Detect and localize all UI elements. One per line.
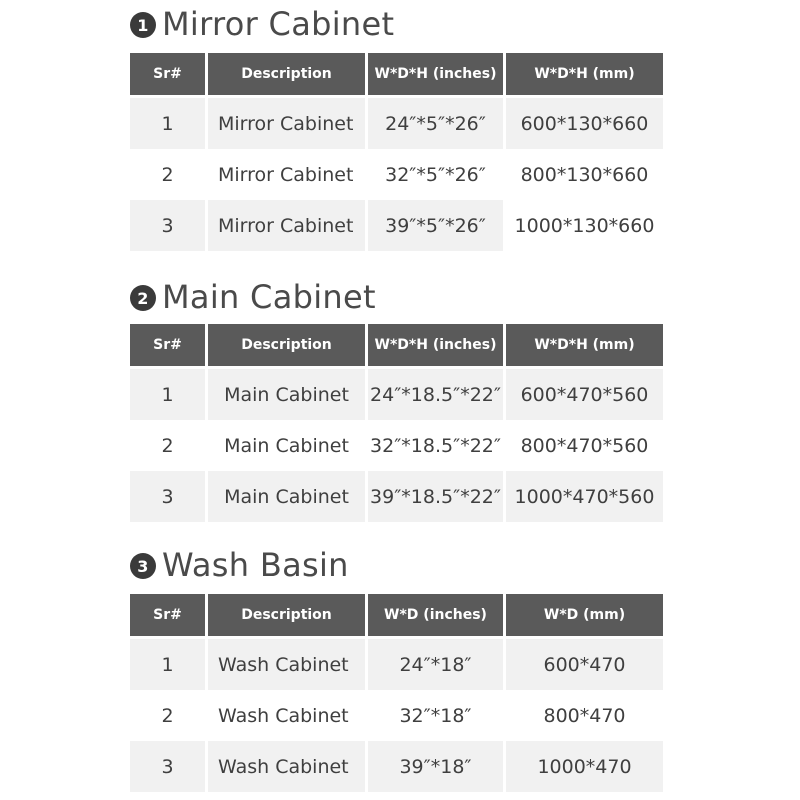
header-sr: Sr#	[130, 594, 205, 639]
table-row	[130, 420, 663, 471]
cell-sr: 1	[130, 639, 205, 690]
section-heading: Main Cabinet	[162, 278, 376, 316]
header-description: Description	[208, 53, 365, 98]
cell-description: Wash Cabinet	[208, 741, 365, 792]
main-cabinet-table	[127, 324, 666, 522]
table-row	[130, 149, 663, 200]
cell-inches: 32″*18″	[399, 704, 472, 727]
cell-inches: 39″*5″*26″	[368, 200, 503, 251]
cell-mm: 800*470	[543, 704, 626, 727]
cell-inches: 24″*18.5″*22″	[368, 369, 503, 420]
cell-description: Mirror Cabinet	[208, 98, 365, 149]
cell-mm: 600*470*560	[506, 369, 663, 420]
section-title-mirror-cabinet	[130, 4, 394, 44]
header-sr: Sr#	[130, 324, 205, 369]
header-dimensions-mm: W*D*H (mm)	[506, 53, 663, 98]
cell-inches: 32″*18.5″*22″	[370, 434, 501, 457]
cell-description: Main Cabinet	[208, 471, 365, 522]
cell-mm: 600*470	[506, 639, 663, 690]
section-heading: Wash Basin	[162, 546, 349, 584]
header-sr: Sr#	[130, 53, 205, 98]
cell-description: Main Cabinet	[224, 434, 349, 457]
cell-sr: 3	[130, 471, 205, 522]
cell-mm: 800*130*660	[520, 163, 649, 186]
table-row	[130, 741, 663, 792]
cell-inches: 24″*5″*26″	[368, 98, 503, 149]
table-header-row	[130, 324, 663, 369]
cell-sr: 3	[130, 741, 205, 792]
cell-description: Mirror Cabinet	[208, 200, 365, 251]
cell-sr: 3	[130, 200, 205, 251]
header-dimensions-mm: W*D (mm)	[506, 594, 663, 639]
cell-description: Mirror Cabinet	[218, 163, 354, 186]
cell-mm: 1000*130*660	[506, 200, 663, 251]
section-title-wash-basin	[130, 545, 349, 585]
table-row	[130, 690, 663, 741]
cell-sr: 1	[130, 98, 205, 149]
cell-description: Wash Cabinet	[218, 704, 349, 727]
section-heading: Mirror Cabinet	[162, 5, 395, 43]
table-row	[130, 200, 663, 251]
cell-inches: 32″*5″*26″	[385, 163, 486, 186]
cell-mm: 600*130*660	[506, 98, 663, 149]
number-badge: 2	[130, 285, 156, 311]
header-description: Description	[208, 594, 365, 639]
table-row	[130, 98, 663, 149]
cell-mm: 1000*470*560	[506, 471, 663, 522]
header-dimensions-inches: W*D*H (inches)	[368, 53, 503, 98]
cell-description: Main Cabinet	[208, 369, 365, 420]
cell-mm: 800*470*560	[520, 434, 649, 457]
header-dimensions-inches: W*D (inches)	[368, 594, 503, 639]
cell-sr: 2	[161, 704, 174, 727]
cell-inches: 24″*18″	[368, 639, 503, 690]
mirror-cabinet-table	[127, 53, 666, 251]
cell-description: Wash Cabinet	[208, 639, 365, 690]
number-badge: 1	[130, 12, 156, 38]
table-row	[130, 369, 663, 420]
cell-sr: 2	[161, 163, 174, 186]
cell-sr: 1	[130, 369, 205, 420]
cell-inches: 39″*18.5″*22″	[368, 471, 503, 522]
table-row	[130, 471, 663, 522]
header-dimensions-mm: W*D*H (mm)	[506, 324, 663, 369]
number-badge: 3	[130, 553, 156, 579]
header-description: Description	[208, 324, 365, 369]
wash-basin-table	[127, 594, 666, 792]
section-title-main-cabinet	[130, 277, 376, 317]
header-dimensions-inches: W*D*H (inches)	[368, 324, 503, 369]
cell-mm: 1000*470	[506, 741, 663, 792]
cell-sr: 2	[161, 434, 174, 457]
table-header-row	[130, 594, 663, 639]
table-header-row	[130, 53, 663, 98]
table-row	[130, 639, 663, 690]
cell-inches: 39″*18″	[368, 741, 503, 792]
